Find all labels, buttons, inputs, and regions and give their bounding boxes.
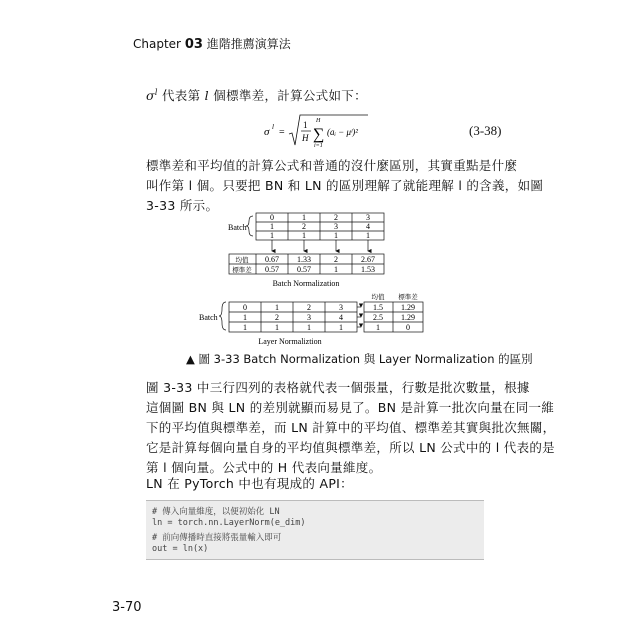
ln-cell: 1 (307, 323, 311, 332)
ln-stat-headers (372, 292, 419, 301)
bn-grid (256, 213, 384, 240)
ln-cell: 3 (339, 303, 343, 312)
intro-l: l (204, 88, 209, 103)
sum-bottom: i=1 (314, 143, 323, 149)
chapter-title: 進階推薦演算法 (206, 37, 291, 51)
ln-stats-cells (373, 303, 415, 332)
equation-number: (3-38) (469, 123, 502, 138)
code-line: # 前向傳播時直接將張量輸入即可 (152, 533, 282, 543)
intro-text-b: 個標準差，計算公式如下： (213, 88, 367, 103)
bn-caption: Batch Normalization (272, 279, 340, 288)
ln-diagram (199, 292, 423, 346)
ln-cell: 0 (243, 303, 247, 312)
bn-batch-label: Batch (228, 223, 247, 232)
bn-stat: 1.53 (361, 265, 375, 274)
sigma-superscript: l (154, 87, 158, 97)
bn-cell: 2 (334, 213, 338, 222)
ln-stat: 2.5 (373, 313, 383, 322)
ln-stat-header: 標準差 (398, 294, 418, 301)
ln-batch-label: Batch (199, 313, 218, 322)
ln-cell: 1 (275, 303, 279, 312)
bn-stat: 2 (334, 255, 338, 264)
p3-line: LN 在 PyTorch 中也有現成的 API： (146, 476, 353, 491)
ln-cell: 2 (307, 303, 311, 312)
sum-top: H (316, 118, 321, 124)
ln-arrows (357, 307, 361, 327)
bn-cell: 1 (334, 231, 338, 240)
bn-cell: 1 (270, 222, 274, 231)
sigma-symbol: σ (146, 88, 155, 103)
ln-stat: 1.29 (401, 313, 415, 322)
bn-cell: 0 (270, 213, 274, 222)
bn-cell: 1 (302, 213, 306, 222)
bn-cell: 2 (302, 222, 306, 231)
bn-arrows (272, 240, 368, 251)
bn-cell: 1 (366, 231, 370, 240)
page-number: 3-70 (112, 600, 142, 615)
ln-stat: 1.29 (401, 303, 415, 312)
ln-cell: 2 (275, 313, 279, 322)
code-line: ln = torch.nn.LayerNorm(e_dim) (152, 518, 306, 528)
ln-cell: 1 (243, 313, 247, 322)
code-block (146, 500, 484, 560)
ln-cell: 1 (243, 323, 247, 332)
figure-caption: ▲ 圖 3-33 Batch Normalization 與 Layer Normalization 的區別 (186, 352, 533, 366)
bn-stat: 1 (334, 265, 338, 274)
chapter-label: Chapter (133, 37, 181, 51)
p2-line-2: 這個圖 BN 與 LN 的差別就顯而易見了。BN 是計算一批次向量在同一維 (146, 400, 555, 415)
p1-line-1: 標準差和平均值的計算公式和普通的沒什麼區別，其實重點是什麼 (146, 158, 518, 173)
bn-stat: 0.57 (297, 265, 311, 274)
ln-cell: 3 (307, 313, 311, 322)
ln-cell: 1 (275, 323, 279, 332)
formula-lhs: σ (264, 126, 270, 138)
ln-grid (229, 302, 357, 332)
bn-cell: 1 (270, 231, 274, 240)
bn-stat: 0.67 (265, 255, 279, 264)
p2-line-3: 下的平均值與標準差，而 LN 計算中的平均值、標準差其實與批次無關， (146, 420, 556, 435)
p2-line-1: 圖 3-33 中三行四列的表格就代表一個張量，行數是批次數量，根據 (146, 380, 530, 395)
formula-num: 1 (303, 120, 308, 130)
p2-line-5: 第 l 個向量。公式中的 H 代表向量維度。 (146, 460, 382, 475)
ln-stat: 1 (376, 323, 380, 332)
sum-sign: ∑ (313, 126, 325, 143)
bn-stat-label: 均值 (235, 257, 249, 264)
bn-cell: 3 (366, 213, 370, 222)
ln-caption: Layer Normaliztion (258, 337, 322, 346)
ln-cell: 1 (339, 323, 343, 332)
p1-line-3: 3-33 所示。 (146, 198, 219, 213)
ln-cell: 4 (339, 313, 343, 322)
ln-stat: 1.5 (373, 303, 383, 312)
ln-stat: 0 (406, 323, 410, 332)
p1-line-2: 叫作第 l 個。只要把 BN 和 LN 的區別理解了就能理解 l 的含義，如圖 (146, 178, 544, 193)
bn-brace (246, 216, 253, 236)
code-line: out = ln(x) (152, 544, 209, 554)
bn-stat: 2.67 (361, 255, 375, 264)
ln-stat-header: 均值 (371, 294, 385, 301)
formula-den: H (302, 133, 309, 143)
code-line: # 傳入向量維度，以便初始化 LN (152, 507, 280, 517)
formula-body: (aᵢ − μˡ)² (327, 127, 358, 137)
bn-cell: 3 (334, 222, 338, 231)
bn-cell: 1 (302, 231, 306, 240)
ln-brace (219, 302, 226, 330)
bn-stat-label: 標準差 (232, 267, 252, 274)
bn-stats-cells (232, 255, 375, 274)
chapter-number: 03 (184, 37, 203, 52)
formula-sup: l (272, 123, 274, 131)
bn-diagram (228, 213, 384, 288)
p2-line-4: 它是計算每個向量自身的平均值與標準差，所以 LN 公式中的 l 代表的是 (146, 440, 555, 455)
bn-stat: 0.57 (265, 265, 279, 274)
bn-stat: 1.33 (297, 255, 311, 264)
bn-cell: 4 (366, 222, 370, 231)
intro-text-a: 代表第 (161, 88, 201, 103)
formula-eq: = (279, 127, 285, 138)
